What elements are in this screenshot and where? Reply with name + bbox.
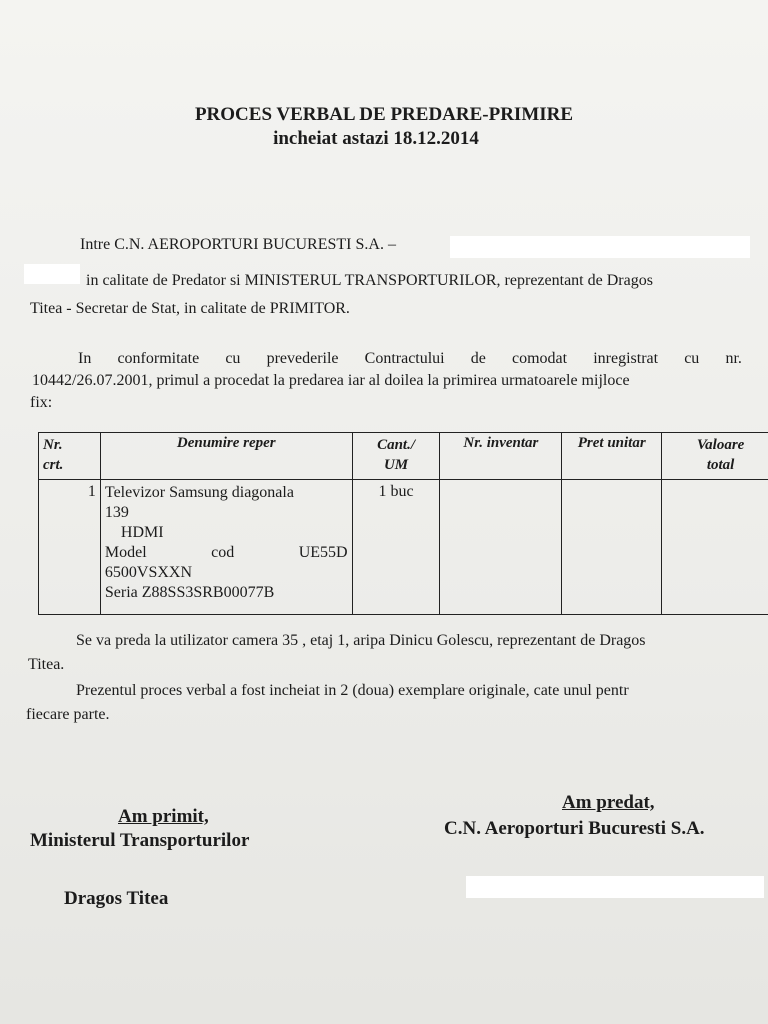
cell-denumire (100, 480, 352, 615)
word: cu (225, 350, 241, 367)
delivery-line-2: Titea. (28, 656, 65, 673)
word: Model (104, 544, 147, 561)
header-nr (39, 433, 101, 480)
word: prevederile (266, 350, 339, 367)
header-text: Pret unitar (577, 435, 646, 451)
desc-text: 139 (104, 504, 129, 521)
signature-left-name: Dragos Titea (64, 888, 169, 909)
header-text: Nr. inventar (463, 435, 539, 451)
header-cantitate (352, 433, 440, 480)
items-table (38, 432, 768, 615)
table-row (39, 480, 768, 615)
word: UE55D (298, 544, 348, 561)
table-header-row (39, 433, 768, 480)
desc-model-line (105, 543, 348, 563)
cell-cantitate: 1 buc (352, 480, 440, 615)
cell-nr: 1 (39, 480, 101, 615)
intro-line-3: Titea - Secretar de Stat, in calitate de PRIMITOR. (30, 300, 350, 317)
intro-line-2: in calitate de Predator si MINISTERUL TRANSPORTURILOR, reprezentant de Dragos (86, 272, 653, 289)
conformity-line-2: 10442/26.07.2001, primul a procedat la predarea iar al doilea la primirea urmatoarele mijloce (32, 372, 630, 389)
redaction-box (450, 236, 750, 258)
word: In (78, 350, 92, 367)
signature-left-org: Ministerul Transporturilor (30, 830, 250, 851)
word: comodat (511, 350, 568, 367)
header-text: Denumire reper (176, 435, 276, 451)
word: inregistrat (593, 350, 659, 367)
word: de (470, 350, 486, 367)
header-inventar (440, 433, 562, 480)
header-text: total (706, 457, 735, 473)
word: cu (684, 350, 700, 367)
delivery-line-1: Se va preda la utilizator camera 35 , etaj 1, aripa Dinicu Golescu, reprezentant de Dragos (76, 632, 646, 649)
delivery-line-4: fiecare parte. (26, 706, 110, 723)
header-denumire (100, 433, 352, 480)
conformity-line-3: fix: (30, 394, 53, 411)
cell-valoare (662, 480, 768, 615)
desc-text: HDMI (120, 524, 164, 541)
word: conformitate (117, 350, 200, 367)
header-text: crt. (43, 457, 64, 473)
header-valoare (662, 433, 768, 480)
header-text: Nr. (43, 437, 63, 453)
redaction-box (24, 264, 80, 284)
document-title: PROCES VERBAL DE PREDARE-PRIMIRE (194, 104, 574, 125)
header-text: UM (383, 457, 409, 473)
delivery-line-3: Prezentul proces verbal a fost incheiat in 2 (doua) exemplare originale, cate unul pentr (76, 682, 629, 699)
desc-text: 6500VSXXN (104, 564, 193, 581)
document-date: incheiat astazi 18.12.2014 (273, 128, 479, 149)
desc-text: Seria Z88SS3SRB00077B (104, 584, 275, 601)
conformity-line-1 (78, 350, 742, 368)
cell-inventar (440, 480, 562, 615)
signature-right-org: C.N. Aeroporturi Bucuresti S.A. (444, 818, 705, 839)
word: Contractului (364, 350, 445, 367)
header-text: Cant./ (377, 437, 415, 453)
header-text: Valoare (696, 437, 745, 453)
cell-pret (562, 480, 662, 615)
word: nr. (725, 350, 742, 367)
signature-left-heading: Am primit, (118, 806, 209, 827)
redaction-box (466, 876, 764, 898)
signature-right-heading: Am predat, (562, 792, 655, 813)
desc-text: Televizor Samsung diagonala (104, 484, 294, 501)
word: cod (211, 544, 235, 561)
intro-line-1: Intre C.N. AEROPORTURI BUCURESTI S.A. – (80, 236, 396, 253)
header-pret (562, 433, 662, 480)
